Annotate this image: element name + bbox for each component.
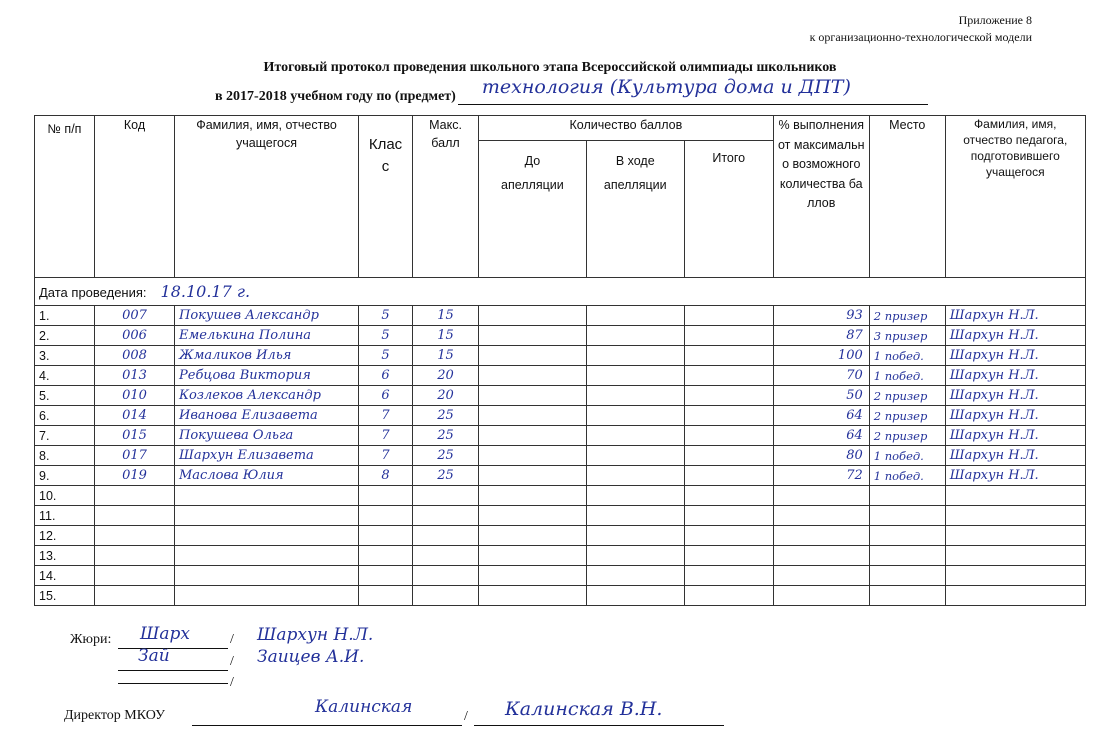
row-grade: 7 (359, 426, 413, 446)
row-number: 15. (35, 586, 95, 606)
row-total (684, 386, 773, 406)
row-student-name: Маслова Юлия (175, 466, 359, 486)
row-place: 1 побед. (869, 446, 945, 466)
row-number: 12. (35, 526, 95, 546)
jury-label: Жюри: (70, 632, 112, 647)
row-percent: 50 (773, 386, 869, 406)
row-before-appeal (479, 346, 587, 366)
row-total (684, 446, 773, 466)
table-row (35, 466, 1086, 486)
row-place: 3 призер (869, 326, 945, 346)
slash-1: / (230, 632, 234, 647)
row-percent: 93 (773, 306, 869, 326)
row-total (684, 466, 773, 486)
row-percent (773, 566, 869, 586)
header-during: В ходе апелляции (586, 141, 684, 278)
row-total (684, 546, 773, 566)
row-before-appeal (479, 446, 587, 466)
row-number: 10. (35, 486, 95, 506)
row-before-appeal (479, 546, 587, 566)
protocol-table (34, 115, 1086, 606)
header-grade: Класс (359, 116, 413, 278)
row-code (95, 486, 175, 506)
jury-member-1: Шархун Н.Л. (257, 625, 374, 645)
header-code: Код (95, 116, 175, 278)
row-grade (359, 526, 413, 546)
row-code: 013 (95, 366, 175, 386)
row-code: 008 (95, 346, 175, 366)
row-before-appeal (479, 306, 587, 326)
jury-member-2: Заицев А.И. (257, 647, 365, 667)
row-before-appeal (479, 386, 587, 406)
row-percent (773, 526, 869, 546)
row-number: 13. (35, 546, 95, 566)
slash-director: / (464, 709, 468, 724)
row-student-name (175, 506, 359, 526)
row-during-appeal (586, 566, 684, 586)
row-code: 007 (95, 306, 175, 326)
row-student-name (175, 526, 359, 546)
row-number: 2. (35, 326, 95, 346)
table-row (35, 506, 1086, 526)
subject-line (458, 76, 928, 105)
row-total (684, 346, 773, 366)
row-percent (773, 486, 869, 506)
row-percent (773, 546, 869, 566)
subject-handwritten: технология (Культура дома и ДПТ) (481, 76, 851, 98)
row-code (95, 566, 175, 586)
row-number: 6. (35, 406, 95, 426)
row-code: 006 (95, 326, 175, 346)
row-percent: 64 (773, 426, 869, 446)
row-code: 014 (95, 406, 175, 426)
header-max: Макс. балл (413, 116, 479, 278)
row-number: 8. (35, 446, 95, 466)
row-teacher: Шархун Н.Л. (945, 426, 1085, 446)
row-teacher (945, 566, 1085, 586)
row-max-score (413, 506, 479, 526)
row-max-score (413, 486, 479, 506)
header-total: Итого (684, 141, 773, 278)
row-before-appeal (479, 366, 587, 386)
row-max-score (413, 566, 479, 586)
table-row (35, 426, 1086, 446)
row-during-appeal (586, 346, 684, 366)
row-total (684, 506, 773, 526)
row-grade: 5 (359, 346, 413, 366)
table-row (35, 406, 1086, 426)
row-teacher: Шархун Н.Л. (945, 306, 1085, 326)
row-teacher: Шархун Н.Л. (945, 386, 1085, 406)
row-max-score (413, 526, 479, 546)
row-during-appeal (586, 386, 684, 406)
row-total (684, 526, 773, 546)
row-during-appeal (586, 526, 684, 546)
row-teacher: Шархун Н.Л. (945, 346, 1085, 366)
row-place: 1 побед. (869, 346, 945, 366)
row-code: 015 (95, 426, 175, 446)
jury-line-3 (118, 668, 228, 684)
table-row (35, 326, 1086, 346)
row-percent (773, 506, 869, 526)
slash-3: / (230, 675, 234, 690)
row-max-score (413, 546, 479, 566)
row-total (684, 566, 773, 586)
header-percent: % выполнения от максимально возможного количества баллов (773, 116, 869, 278)
row-teacher: Шархун Н.Л. (945, 406, 1085, 426)
row-student-name: Емелькина Полина (175, 326, 359, 346)
row-total (684, 486, 773, 506)
row-grade: 5 (359, 306, 413, 326)
header-place: Место (869, 116, 945, 278)
row-code (95, 506, 175, 526)
row-place: 2 призер (869, 306, 945, 326)
row-during-appeal (586, 426, 684, 446)
row-grade: 6 (359, 386, 413, 406)
row-place (869, 486, 945, 506)
director-label: Директор МКОУ (64, 708, 165, 723)
row-max-score: 15 (413, 346, 479, 366)
subtitle-prefix: в 2017-2018 учебном году по (предмет) (215, 89, 456, 104)
row-place (869, 566, 945, 586)
table-row (35, 526, 1086, 546)
row-total (684, 426, 773, 446)
slash-2: / (230, 654, 234, 669)
row-percent (773, 586, 869, 606)
row-teacher: Шархун Н.Л. (945, 466, 1085, 486)
row-teacher (945, 546, 1085, 566)
row-code: 019 (95, 466, 175, 486)
row-grade (359, 506, 413, 526)
table-row (35, 446, 1086, 466)
row-student-name: Покушев Александр (175, 306, 359, 326)
row-place: 2 призер (869, 406, 945, 426)
table-row (35, 386, 1086, 406)
row-during-appeal (586, 506, 684, 526)
table-row (35, 366, 1086, 386)
row-during-appeal (586, 306, 684, 326)
row-grade: 8 (359, 466, 413, 486)
row-number: 7. (35, 426, 95, 446)
row-place (869, 586, 945, 606)
row-code: 010 (95, 386, 175, 406)
row-student-name (175, 586, 359, 606)
header-before: До апелляции (479, 141, 587, 278)
row-student-name: Жмаликов Илья (175, 346, 359, 366)
row-number: 3. (35, 346, 95, 366)
row-student-name (175, 566, 359, 586)
header-scores: Количество баллов (479, 116, 774, 141)
row-student-name: Шархун Елизавета (175, 446, 359, 466)
row-student-name: Иванова Елизавета (175, 406, 359, 426)
document-title: Итоговый протокол проведения школьного этапа Всероссийской олимпиады школьников (263, 60, 837, 75)
director-signature-icon: Калинская (315, 697, 413, 717)
row-total (684, 366, 773, 386)
row-before-appeal (479, 406, 587, 426)
appendix-line-1: Приложение 8 (958, 13, 1032, 27)
row-place: 2 призер (869, 426, 945, 446)
row-grade (359, 586, 413, 606)
row-before-appeal (479, 486, 587, 506)
row-max-score (413, 586, 479, 606)
row-code: 017 (95, 446, 175, 466)
director-name: Калинская В.Н. (505, 698, 663, 720)
row-during-appeal (586, 586, 684, 606)
row-teacher: Шархун Н.Л. (945, 326, 1085, 346)
row-max-score: 25 (413, 466, 479, 486)
date-label: Дата проведения: (39, 285, 147, 300)
table-row (35, 586, 1086, 606)
row-during-appeal (586, 326, 684, 346)
row-percent: 70 (773, 366, 869, 386)
row-percent: 72 (773, 466, 869, 486)
row-place (869, 546, 945, 566)
row-number: 4. (35, 366, 95, 386)
row-number: 5. (35, 386, 95, 406)
row-grade: 5 (359, 326, 413, 346)
row-place: 1 побед. (869, 366, 945, 386)
row-before-appeal (479, 586, 587, 606)
row-code (95, 526, 175, 546)
row-grade: 7 (359, 406, 413, 426)
row-before-appeal (479, 506, 587, 526)
date-row (35, 278, 1086, 306)
row-grade (359, 546, 413, 566)
row-place: 1 побед. (869, 466, 945, 486)
row-percent: 87 (773, 326, 869, 346)
table-row (35, 306, 1086, 326)
document-subtitle (215, 76, 928, 105)
row-during-appeal (586, 406, 684, 426)
row-total (684, 586, 773, 606)
jury-signature-2-icon: Зай (138, 646, 170, 666)
header-num: № п/п (35, 116, 95, 278)
appendix-line-2: к организационно-технологической модели (809, 30, 1032, 44)
row-grade: 6 (359, 366, 413, 386)
row-max-score: 25 (413, 446, 479, 466)
row-before-appeal (479, 526, 587, 546)
table-row (35, 346, 1086, 366)
row-student-name (175, 486, 359, 506)
row-total (684, 306, 773, 326)
row-student-name: Козлеков Александр (175, 386, 359, 406)
row-max-score: 15 (413, 326, 479, 346)
row-before-appeal (479, 326, 587, 346)
row-student-name: Ребцова Виктория (175, 366, 359, 386)
row-before-appeal (479, 566, 587, 586)
row-student-name: Покушева Ольга (175, 426, 359, 446)
row-place (869, 506, 945, 526)
row-during-appeal (586, 486, 684, 506)
row-place (869, 526, 945, 546)
row-max-score: 20 (413, 366, 479, 386)
row-number: 11. (35, 506, 95, 526)
row-code (95, 586, 175, 606)
row-grade (359, 566, 413, 586)
row-percent: 64 (773, 406, 869, 426)
header-teacher: Фамилия, имя, отчество педагога, подготовившего учащегося (945, 116, 1085, 278)
header-name: Фамилия, имя, отчество учащегося (175, 116, 359, 278)
row-total (684, 406, 773, 426)
row-during-appeal (586, 546, 684, 566)
row-percent: 100 (773, 346, 869, 366)
table-row (35, 486, 1086, 506)
jury-signature-1-icon: Шарх (140, 624, 191, 644)
row-total (684, 326, 773, 346)
row-before-appeal (479, 426, 587, 446)
row-during-appeal (586, 466, 684, 486)
row-number: 9. (35, 466, 95, 486)
appendix-note (810, 12, 1032, 46)
row-place: 2 призер (869, 386, 945, 406)
row-code (95, 546, 175, 566)
table-row (35, 546, 1086, 566)
row-number: 14. (35, 566, 95, 586)
row-before-appeal (479, 466, 587, 486)
row-grade: 7 (359, 446, 413, 466)
row-max-score: 20 (413, 386, 479, 406)
row-teacher (945, 526, 1085, 546)
row-teacher (945, 506, 1085, 526)
row-max-score: 15 (413, 306, 479, 326)
row-teacher: Шархун Н.Л. (945, 366, 1085, 386)
date-value: 18.10.17 г. (160, 282, 251, 301)
row-teacher (945, 486, 1085, 506)
row-student-name (175, 546, 359, 566)
row-grade (359, 486, 413, 506)
row-teacher (945, 586, 1085, 606)
row-during-appeal (586, 366, 684, 386)
row-number: 1. (35, 306, 95, 326)
row-max-score: 25 (413, 426, 479, 446)
row-max-score: 25 (413, 406, 479, 426)
protocol-rows (35, 306, 1086, 606)
table-row (35, 566, 1086, 586)
row-during-appeal (586, 446, 684, 466)
row-teacher: Шархун Н.Л. (945, 446, 1085, 466)
row-percent: 80 (773, 446, 869, 466)
